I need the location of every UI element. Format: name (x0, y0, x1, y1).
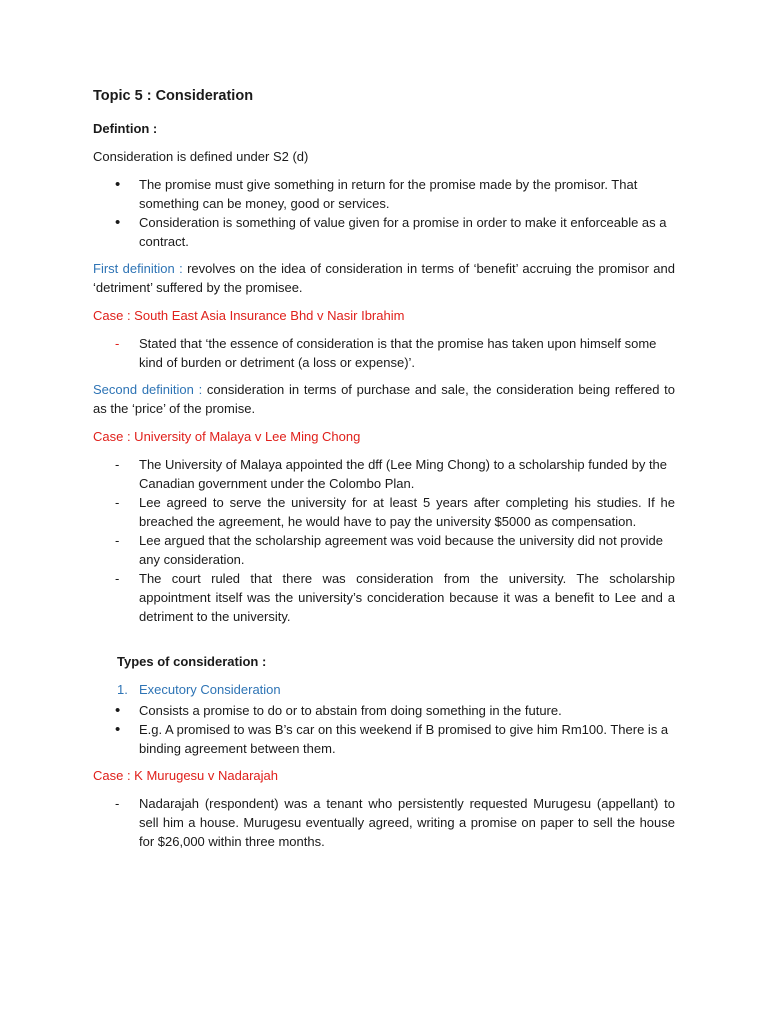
case1-point-list (93, 334, 675, 372)
case-heading-south-east-asia: Case : South East Asia Insurance Bhd v Nasir Ibrahim (93, 308, 405, 323)
list-item: • Consists a promise to do or to abstain from doing something in the future. (93, 701, 675, 720)
item-title: Executory Consideration (139, 682, 281, 697)
case-heading-university-of-malaya: Case : University of Malaya v Lee Ming Chong (93, 429, 361, 444)
case2-point-list (93, 455, 675, 626)
document-page (93, 87, 675, 859)
definition-text: Consideration is defined under S2 (d) (93, 149, 309, 164)
first-definition-paragraph (93, 259, 675, 297)
case3-point-list (93, 794, 675, 851)
list-item: - Lee agreed to serve the university for at least 5 years after completing his studies. If he breached the agreement, he would have to pay the university $5000 as compensation. (93, 493, 675, 531)
second-definition-label: Second definition : (93, 382, 203, 397)
list-item: - The court ruled that there was consideration from the university. The scholarship appointment itself was the university’s concideration because it was a benefit to Lee and a detriment to the university. (93, 569, 675, 626)
list-item: - Nadarajah (respondent) was a tenant who persistently requested Murugesu (appellant) to sell him a house. Murugesu eventually agreed, writing a promise on paper to sell the house for $26,000 within three months. (93, 794, 675, 851)
spacer (93, 634, 675, 652)
page-title: Topic 5 : Consideration (93, 88, 254, 104)
first-definition-label: First definition : (93, 261, 183, 276)
list-item: • The promise must give something in return for the promise made by the promisor. That something can be money, good or services. (93, 175, 675, 213)
list-item: • E.g. A promised to was B’s car on this weekend if B promised to give him Rm100. There is a binding agreement between them. (93, 720, 675, 758)
types-heading: Types of consideration : (117, 654, 267, 669)
list-item: • Consideration is something of value given for a promise in order to make it enforceable as a contract. (93, 213, 675, 251)
numbered-item-executory (93, 680, 675, 699)
case-heading-murugesu: Case : K Murugesu v Nadarajah (93, 768, 278, 783)
list-item: - Lee argued that the scholarship agreement was void because the university did not provide any consideration. (93, 531, 675, 569)
first-definition-text: revolves on the idea of consideration in terms of ‘benefit’ accruing the promisor and ‘detriment’ suffered by the promisee. (93, 261, 675, 295)
definition-heading: Defintion : (93, 121, 158, 136)
second-definition-text: consideration in terms of purchase and sale, the consideration being reffered to as the ‘price’ of the promise. (93, 382, 675, 416)
definition-bullet-list (93, 175, 675, 251)
second-definition-paragraph (93, 380, 675, 418)
item-number: 1. (117, 682, 128, 697)
list-item: - The University of Malaya appointed the dff (Lee Ming Chong) to a scholarship funded by the Canadian government under the Colombo Plan. (93, 455, 675, 493)
executory-bullet-list (93, 701, 675, 758)
list-item: - Stated that ‘the essence of consideration is that the promise has taken upon himself some kind of burden or detriment (a loss or expense)’. (93, 334, 675, 372)
